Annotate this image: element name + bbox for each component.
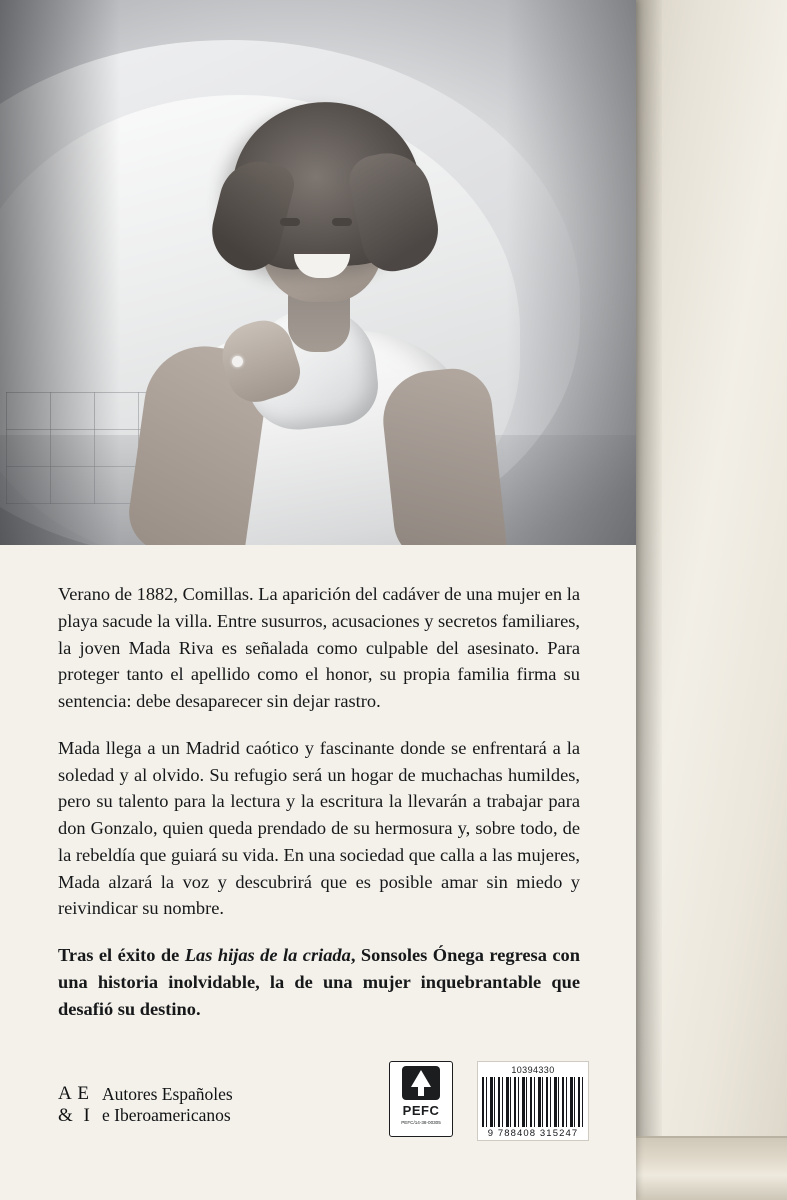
barcode-internal-number: 10394330 [511,1065,555,1075]
background-baseboard [636,1136,787,1200]
barcode-bars [482,1077,584,1127]
blurb-paragraph-3 [58,942,580,1022]
pefc-tree-icon [402,1066,440,1100]
publisher-monogram-line-2: & I [58,1105,93,1127]
blurb-paragraph-3-tail: , Sonsoles Ónega regresa con una historia inolvidable, la de una mujer inquebrantable que desafió su destino. [58,945,580,1019]
blurb-paragraph-1: Verano de 1882, Comillas. La aparición del cadáver de una mujer en la playa sacude la villa. Entre susurros, acusaciones y secretos familiares, la joven Mada Riva es señalada como culpable del asesinato. Para proteger tanto el apellido como el honor, su propia familia firma su sentencia: debe desaparecer sin dejar rastro. [58,584,580,712]
portrait-figure [120,40,520,545]
background-wall [636,0,787,1200]
photo-vignette-left [0,0,120,545]
figure-ring [232,356,243,367]
figure-right-eye [332,218,352,226]
publisher-monogram [58,1083,102,1127]
pefc-label: PEFC [402,1103,440,1118]
blurb-paragraph-2: Mada llega a un Madrid caótico y fascinante donde se enfrentará a la soledad y al olvido. Su refugio será un hogar de muchachas humildes, pero su talento para la lectura y la escritura la llevarán a trabajar para don Gonzalo, quien queda prendado de su hermosura y, sobre todo, de la rebeldía que guiará su vida. En una sociedad que calla a las mujeres, Mada alzará la voz y descubrirá que es posible amar sin miedo y reivindicar su nombre. [58,737,580,919]
blurb [58,581,580,1022]
blurb-previous-title: Las hijas de la criada [184,945,351,966]
blurb-paragraph-3-lead: Tras el éxito de [58,945,185,966]
figure-left-eye [280,218,300,226]
barcode [477,1061,589,1141]
publisher-name-line-1: Autores Españoles [102,1084,233,1105]
back-cover-footer [0,1055,636,1200]
publisher-name [102,1084,233,1125]
photo-vignette-right [506,0,636,545]
publisher-monogram-line-1: A E [58,1083,91,1104]
pefc-code: PEFC/14-38-00305 [401,1120,441,1125]
author-portrait-photo [0,0,636,545]
publisher-name-line-2: e Iberoamericanos [102,1105,231,1126]
pefc-certification-logo [389,1061,453,1137]
figure-right-shoulder [378,365,507,545]
barcode-isbn-digits: 9 788408 315247 [487,1128,579,1139]
publisher-logo [58,1083,233,1127]
